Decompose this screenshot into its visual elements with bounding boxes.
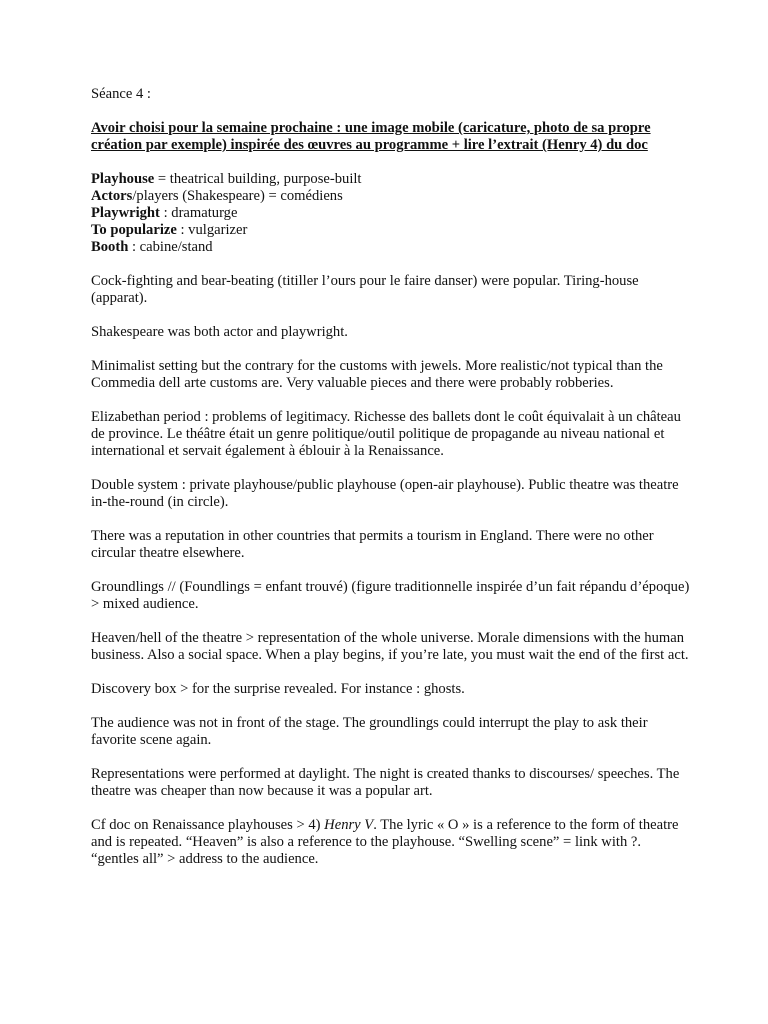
paragraph-entertainment: Cock-fighting and bear-beating (titiller l’ours pour le faire danser) were popular. Tiring-house (apparat). bbox=[91, 273, 639, 306]
paragraph-reputation: There was a reputation in other countries that permits a tourism in England. There were no other circular theatre elsewhere. bbox=[91, 528, 654, 561]
vocab-definition: = theatrical building, purpose-built bbox=[154, 171, 362, 187]
vocab-definition: /players (Shakespeare) = comédiens bbox=[132, 188, 343, 204]
paragraph-audience: The audience was not in front of the stage. The groundlings could interrupt the play to ask their favorite scene again. bbox=[91, 715, 648, 748]
paragraph-groundlings: Groundlings // (Foundlings = enfant trouvé) (figure traditionnelle inspirée d’un fait répandu d’époque) > mixed audience. bbox=[91, 579, 690, 612]
homework-instruction: Avoir choisi pour la semaine prochaine : une image mobile (caricature, photo de sa propre création par exemple) inspirée des œuvres au programme + lire l’extrait (Henry 4) du doc bbox=[91, 120, 651, 153]
vocab-term: Actors bbox=[91, 188, 133, 204]
vocab-item bbox=[91, 222, 691, 239]
vocab-definition: : cabine/stand bbox=[128, 239, 213, 255]
vocab-item bbox=[91, 171, 691, 188]
paragraph-double-system: Double system : private playhouse/public playhouse (open-air playhouse). Public theatre was theatre in-the-round (in circle). bbox=[91, 477, 679, 510]
vocab-term: Booth bbox=[91, 239, 129, 255]
paragraph-shakespeare: Shakespeare was both actor and playwright. bbox=[91, 324, 348, 340]
vocab-item bbox=[91, 188, 691, 205]
henry-v-rest: . The lyric « O » is a reference to the form of theatre and is repeated. “Heaven” is also a reference to the playhouse. “Swelling scene” = link with ?. “gentles all” > address to the audience. bbox=[91, 817, 679, 867]
session-title: Séance 4 : bbox=[91, 86, 151, 102]
paragraph-elizabethan: Elizabethan period : problems of legitimacy. Richesse des ballets dont le coût équivalait à un château de province. Le théâtre était un genre politique/outil politique de propagande au niveau national et international et servait également à éblouir à la Renaissance. bbox=[91, 409, 681, 459]
paragraph-representations: Representations were performed at daylight. The night is created thanks to discourses/ speeches. The theatre was cheaper than now because it was a popular art. bbox=[91, 766, 680, 799]
vocab-term: Playhouse bbox=[91, 171, 155, 187]
vocab-definition: : vulgarizer bbox=[176, 222, 248, 238]
vocab-definition: : dramaturge bbox=[159, 205, 238, 221]
henry-v-title: Henry V bbox=[324, 817, 374, 833]
document-page bbox=[91, 86, 691, 885]
paragraph-setting: Minimalist setting but the contrary for the customs with jewels. More realistic/not typical than the Commedia dell arte customs are. Very valuable pieces and there were probably robberies. bbox=[91, 358, 663, 391]
vocab-item bbox=[91, 239, 691, 256]
vocabulary-list bbox=[91, 171, 691, 256]
vocab-term: To popularize bbox=[91, 222, 177, 238]
vocab-item bbox=[91, 205, 691, 222]
vocab-term: Playwright bbox=[91, 205, 160, 221]
paragraph-heaven-hell: Heaven/hell of the theatre > representation of the whole universe. Morale dimensions with the human business. Also a social space. When a play begins, if you’re late, you must wait the end of the first act. bbox=[91, 630, 689, 663]
paragraph-henry-v bbox=[91, 817, 691, 868]
paragraph-discovery-box: Discovery box > for the surprise revealed. For instance : ghosts. bbox=[91, 681, 465, 697]
henry-v-intro: Cf doc on Renaissance playhouses > 4) bbox=[91, 817, 325, 833]
